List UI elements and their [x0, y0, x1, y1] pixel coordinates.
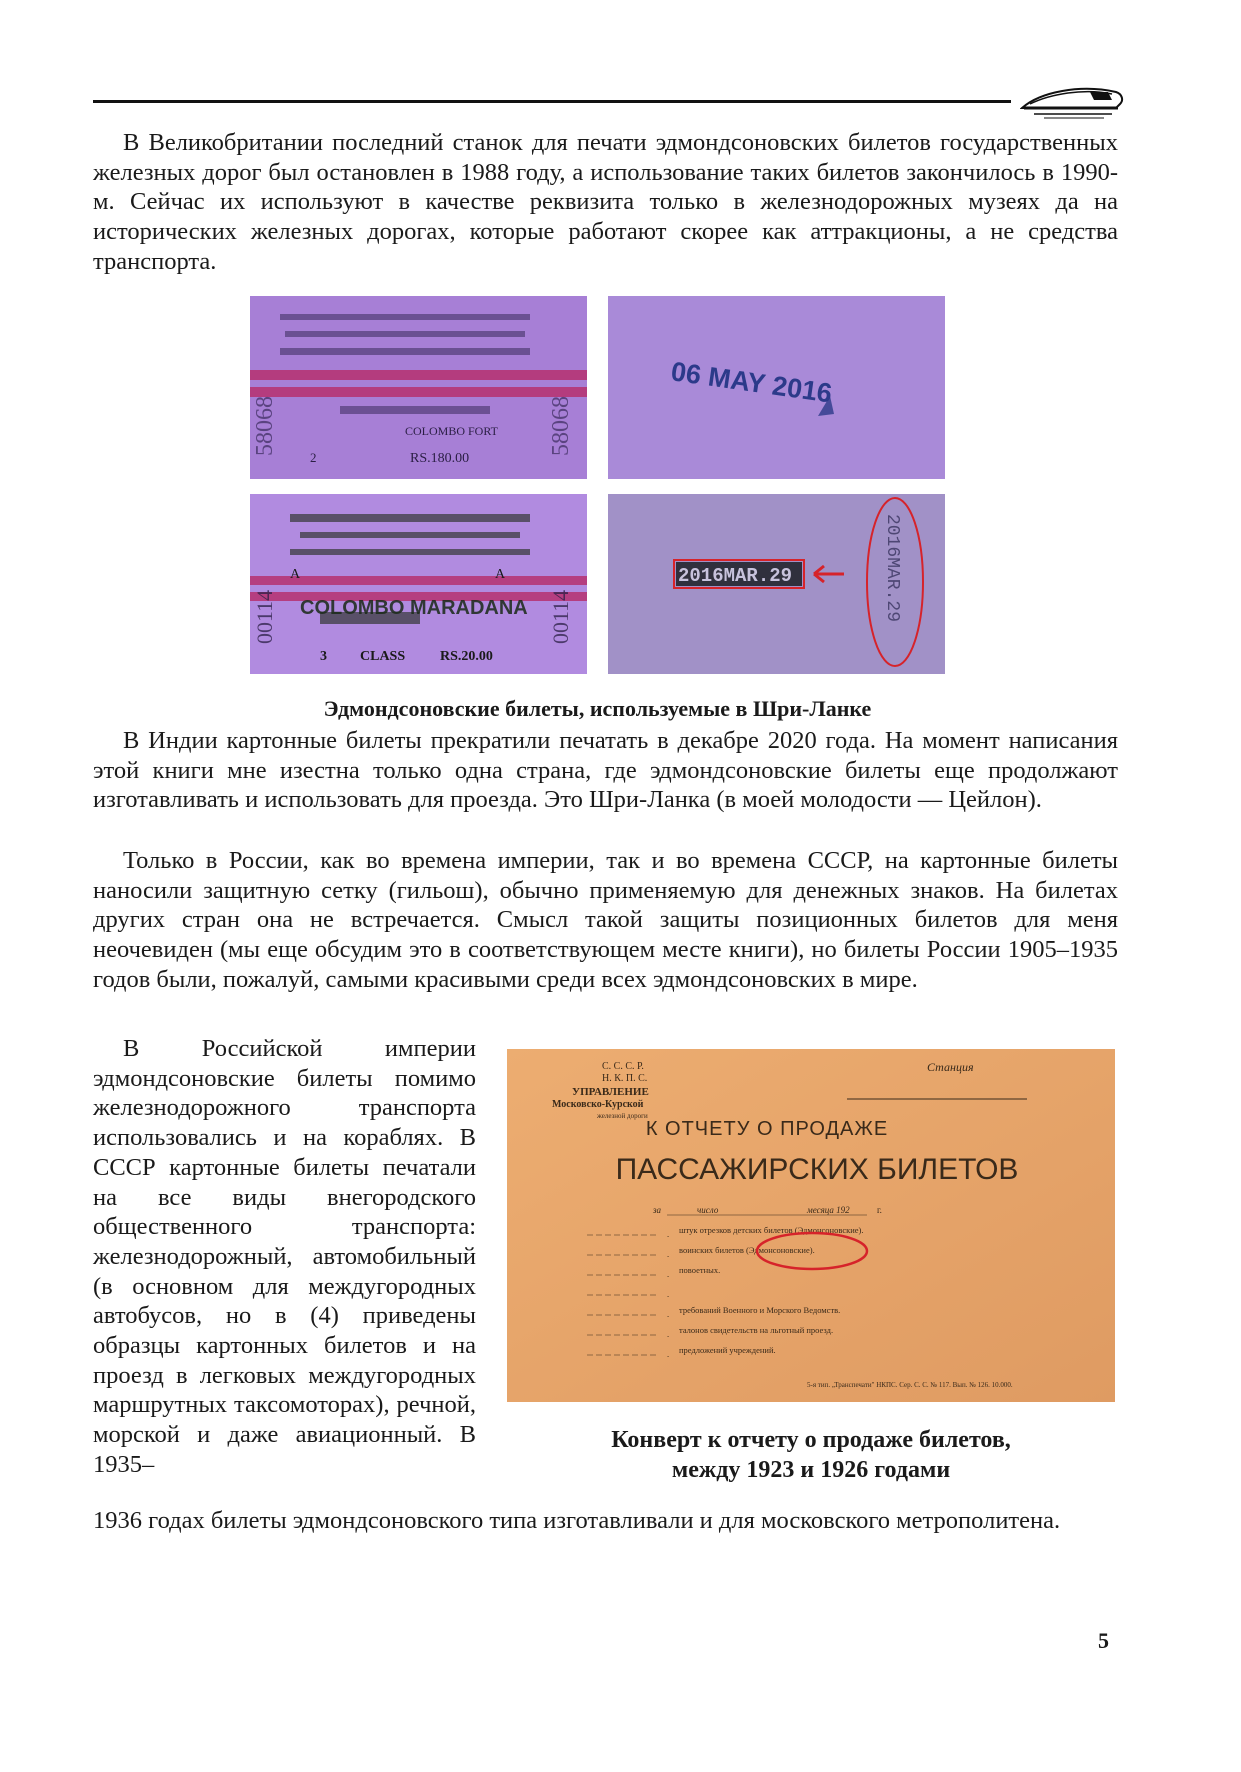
tickets-caption: Эдмондсоновские билеты, используемые в Шри-Ланке	[323, 696, 872, 721]
envelope-title-1: К ОТЧЕТУ О ПРОДАЖЕ	[645, 1118, 889, 1140]
ticket-colombo-maradana-front	[250, 494, 587, 674]
envelope-date-prefix: за	[653, 1205, 662, 1215]
ticket1-station: COLOMBO FORT	[405, 424, 498, 438]
paragraph-russia	[93, 846, 1118, 995]
envelope-row-text: воинских билетов (Эдмонсоновские).	[679, 1245, 815, 1255]
ticket1-serial-left: 58068	[252, 396, 278, 456]
envelope-row-text: талонов свидетельств на льготный проезд.	[679, 1325, 834, 1335]
envelope-caption-line2: между 1923 и 1926 годами	[671, 1457, 951, 1483]
ticket3-mark-right: A	[495, 567, 506, 582]
ticket3-mark-left: A	[290, 567, 301, 582]
envelope-row-text: предложений учреждений.	[679, 1345, 776, 1355]
ticket4-stamp-vertical: 2016MAR.29	[882, 514, 902, 623]
envelope-date-month: месяца 192	[807, 1205, 850, 1215]
envelope-date-year: г.	[877, 1205, 882, 1215]
ticket1-price: RS.180.00	[410, 451, 470, 466]
paragraph-uk-text: В Великобритании последний станок для печати эдмондсоновских билетов государственных железных дорог был остановлен в 1988 году, а использование таких билетов закончилось в 1990-м. Сейчас их используют в качестве реквизита только в железнодорожных музеях да на исторических железных дорогах, которые работают скорее как аттракционы, а не средства транспорта.	[93, 129, 1118, 275]
page-number: 5	[1098, 1628, 1109, 1653]
ticket2-stamp: 06 MAY 2016	[669, 356, 834, 409]
envelope-org-2: Н. К. П. С.	[602, 1073, 648, 1084]
ticket3-serial-right: 00114	[548, 589, 573, 644]
ticket3-serial-left: 00114	[252, 589, 277, 644]
envelope-row-dot: .	[667, 1289, 670, 1299]
header-rule	[93, 100, 1011, 103]
envelope-date-day: число	[697, 1205, 719, 1215]
envelope-row-text: повоетных.	[679, 1265, 721, 1275]
envelope-title-2: ПАССАЖИРСКИХ БИЛЕТОВ	[615, 1153, 1019, 1186]
train-icon	[1020, 78, 1124, 122]
envelope-caption-line1: Конверт к отчету о продаже билетов,	[611, 1427, 1011, 1453]
ticket3-station: COLOMBO MARADANA	[300, 597, 528, 619]
envelope-row-text: штук отрезков детских билетов (Эдмонсоновские).	[679, 1225, 864, 1235]
paragraph-empire	[93, 1034, 476, 1480]
ticket4-stamp: 2016MAR.29	[678, 565, 793, 587]
paragraph-metro: 1936 годах билеты эдмондсоновского типа изготавливали и для московского метрополитена.	[93, 1507, 1061, 1534]
envelope-row-dot: .	[667, 1309, 670, 1319]
envelope-org-1: С. С. С. Р.	[602, 1061, 644, 1072]
ticket1-serial-right: 58068	[548, 396, 574, 456]
envelope-row-dot: .	[667, 1269, 670, 1279]
envelope-row-dot: .	[667, 1349, 670, 1359]
envelope-station-label: Станция	[927, 1060, 974, 1074]
envelope-row-dot: .	[667, 1229, 670, 1239]
envelope-footer: 5-я тип. „Транспечати" НКПС. Сер. С. С. № 117. Вып. № 126. 10.000.	[807, 1381, 1013, 1389]
paragraph-india-text: В Индии картонные билеты прекратили печатать в декабре 2020 года. На момент написания этой книги мне изестна только одна страна, где эдмондсоновские билеты еще продолжают изготавливать и использовать для проезда. Это Шри-Ланка (в моей молодости — Цейлон).	[93, 727, 1118, 814]
ticket-colombo-fort-front	[250, 296, 587, 479]
ticket3-class-label: CLASS	[360, 649, 406, 664]
ticket1-class: 2	[310, 450, 317, 465]
envelope-row-dot: .	[667, 1249, 670, 1259]
envelope-row-text: требований Военного и Морского Ведомств.	[679, 1305, 841, 1315]
ticket-mar-stamp-back	[608, 494, 945, 674]
ticket3-price: RS.20.00	[440, 649, 493, 664]
envelope-org-4: Московско-Курской	[552, 1099, 644, 1110]
paragraph-uk	[93, 128, 1118, 277]
envelope-org-5: железной дороги	[597, 1112, 648, 1120]
envelope-org-3: УПРАВЛЕНИЕ	[572, 1086, 649, 1098]
ticket3-class-no: 3	[320, 649, 327, 664]
paragraph-india	[93, 726, 1118, 815]
paragraph-empire-text: В Российской империи эдмондсоновские билеты помимо железнодорожного транспорта использовались и на кораблях. В СССР картонные билеты печатали на все виды внегородского общественного транспорта: железнодорожный, автомобильный (в основном для междугородных автобусов, но в (4) приведены образцы картонных билетов и на проезд в легковых междугородных маршрутных таксомоторах), речной, морской и даже авиационный. В 1935–	[93, 1035, 476, 1478]
ticket-date-stamp-back	[608, 296, 945, 479]
envelope-row-dot: .	[667, 1329, 670, 1339]
envelope-caption	[507, 1425, 1115, 1485]
envelope-image	[507, 1049, 1115, 1402]
paragraph-russia-text: Только в России, как во времена империи, так и во времена СССР, на картонные билеты наносили защитную сетку (гильош), обычно применяемую для денежных знаков. На билетах других стран она не встречается. Смысл такой защиты позиционных билетов для меня неочевиден (мы еще обсудим это в соответствующем месте книги), но билеты России 1905–1935 годов были, пожалуй, самыми красивыми среди всех эдмондсоновских в мире.	[93, 847, 1118, 993]
